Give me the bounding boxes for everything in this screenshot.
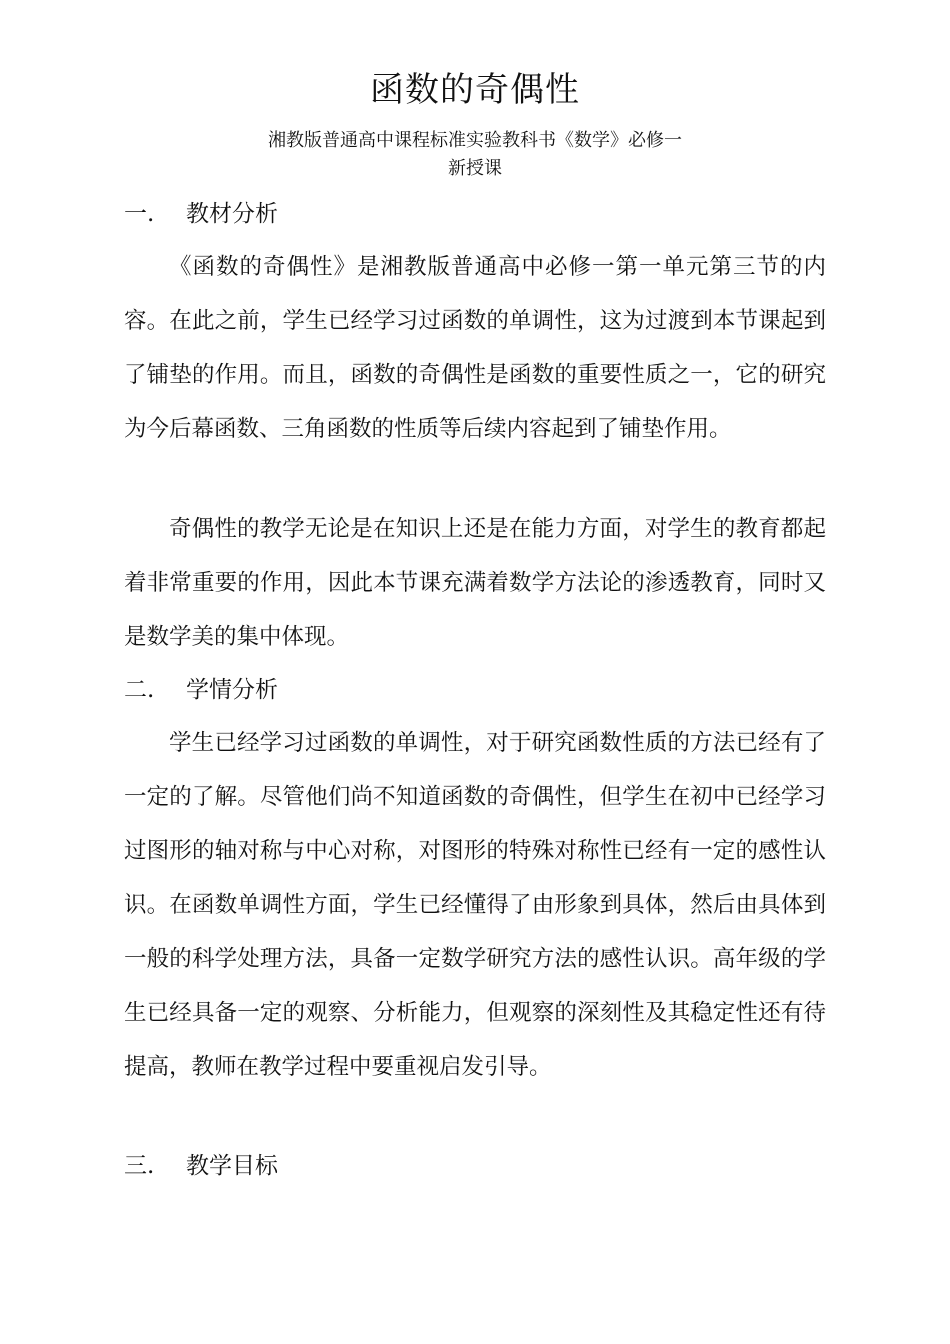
section-heading-3	[124, 1148, 278, 1184]
section-title: 学情分析	[186, 677, 278, 703]
paragraph: 学生已经学习过函数的单调性，对于研究函数性质的方法已经有了一定的了解。尽管他们尚不知道函数的奇偶性，但学生在初中已经学习过图形的轴对称与中心对称，对图形的特殊对称性已经有一定的感性认识。在函数单调性方面，学生已经懂得了由形象到具体，然后由具体到一般的科学处理方法，具备一定数学研究方法的感性认识。高年级的学生已经具备一定的观察、分析能力，但观察的深刻性及其稳定性还有待提高，教师在教学过程中要重视启发引导。	[124, 730, 826, 1080]
paragraph: 奇偶性的教学无论是在知识上还是在能力方面，对学生的教育都起着非常重要的作用，因此本节课充满着数学方法论的渗透教育，同时又是数学美的集中体现。	[124, 516, 826, 650]
section-title: 教学目标	[186, 1153, 278, 1179]
section-number: 三.	[124, 1153, 155, 1179]
lesson-type: 新授课	[448, 158, 502, 179]
document-title: 函数的奇偶性	[370, 70, 580, 110]
document-subtitle: 湘教版普通高中课程标准实验教科书《数学》必修一	[268, 130, 682, 151]
section-heading-2	[124, 672, 278, 708]
section-number: 一.	[124, 201, 155, 227]
section-title: 教材分析	[186, 201, 278, 227]
section-heading-1	[124, 196, 278, 232]
section-number: 二.	[124, 677, 155, 703]
paragraph: 《函数的奇偶性》是湘教版普通高中必修一第一单元第三节的内容。在此之前，学生已经学习过函数的单调性，这为过渡到本节课起到了铺垫的作用。而且，函数的奇偶性是函数的重要性质之一，它的研究为今后幕函数、三角函数的性质等后续内容起到了铺垫作用。	[124, 254, 826, 442]
